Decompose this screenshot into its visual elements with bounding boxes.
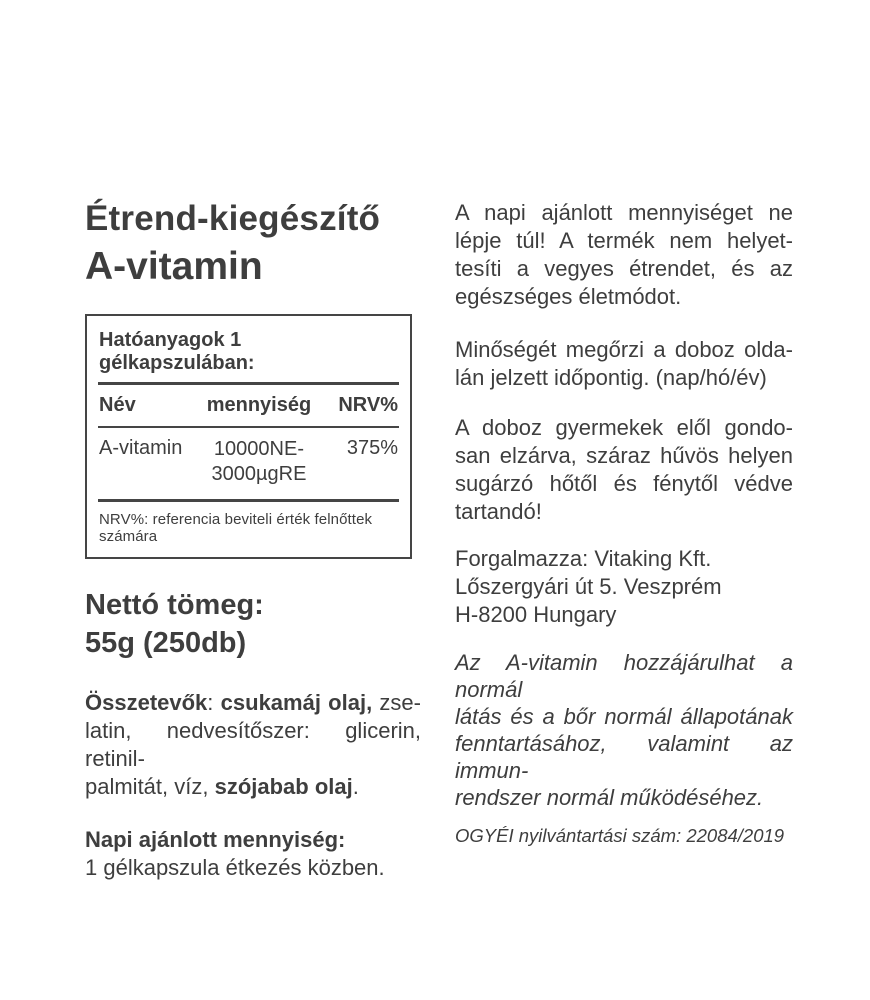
left-column [85, 197, 421, 882]
daily-dose-block [85, 826, 421, 882]
table-title: Hatóanyagok 1 gélkapszulában: [99, 328, 255, 374]
warning-paragraph: A napi ajánlott mennyiséget ne lépje túl! A termék nem helyet- tesíti a vegyes étrendet, és az egészséges életmódot. [455, 200, 793, 309]
distributor-block: Forgalmazza: Vitaking Kft. Lőszergyári út 5. Veszprém H-8200 Hungary [455, 546, 722, 627]
daily-dose-text: 1 gélkapszula étkezés közben. [85, 854, 385, 880]
product-name: A-vitamin [85, 244, 263, 288]
table-row [98, 428, 399, 499]
ingredient-name-cell: A-vitamin [99, 436, 183, 459]
ingredients-paragraph: Összetevők: csukamáj olaj, zse- latin, nedvesítőszer: glicerin, retinil- palmitát, víz, szójabab olaj. [85, 689, 421, 799]
amount-line-1: 10000NE- [213, 437, 304, 460]
net-weight-block [85, 586, 421, 662]
health-claim-paragraph: Az A-vitamin hozzájárulhat a normál látás és a bőr normál állapotának fenntartásához, valamint az immun- rendszer normál működéséhez. [455, 650, 793, 810]
net-weight-value: 55g (250db) [85, 626, 247, 659]
net-weight-title: Nettó tömeg: [85, 588, 264, 621]
shelf-life-paragraph: Minőségét megőrzi a doboz olda- lán jelzett időpontig. (nap/hó/év) [455, 337, 793, 390]
daily-dose-title: Napi ajánlott mennyiség: [85, 826, 346, 852]
active-ingredients-table [85, 314, 412, 559]
column-header-nrv: NRV% [338, 393, 398, 416]
column-header-amount: mennyiség [206, 393, 312, 416]
column-header-name: Név [99, 393, 136, 416]
storage-paragraph: A doboz gyermekek elől gondo- san elzárva, száraz hűvös helyen sugárzó hőtől és fénytől védve tartandó! [455, 415, 793, 524]
table-header-row [98, 385, 399, 426]
amount-line-2: 3000µgRE [211, 462, 307, 485]
ingredient-amount-cell [192, 437, 327, 487]
ingredient-nrv-cell: 375% [346, 436, 398, 459]
registration-number: OGYÉI nyilvántartási szám: 22084/2019 [455, 825, 785, 846]
table-footnote: NRV%: referencia beviteli érték felnőttek számára [99, 510, 373, 545]
product-category-title: Étrend-kiegészítő [85, 199, 381, 238]
right-column [455, 199, 793, 848]
